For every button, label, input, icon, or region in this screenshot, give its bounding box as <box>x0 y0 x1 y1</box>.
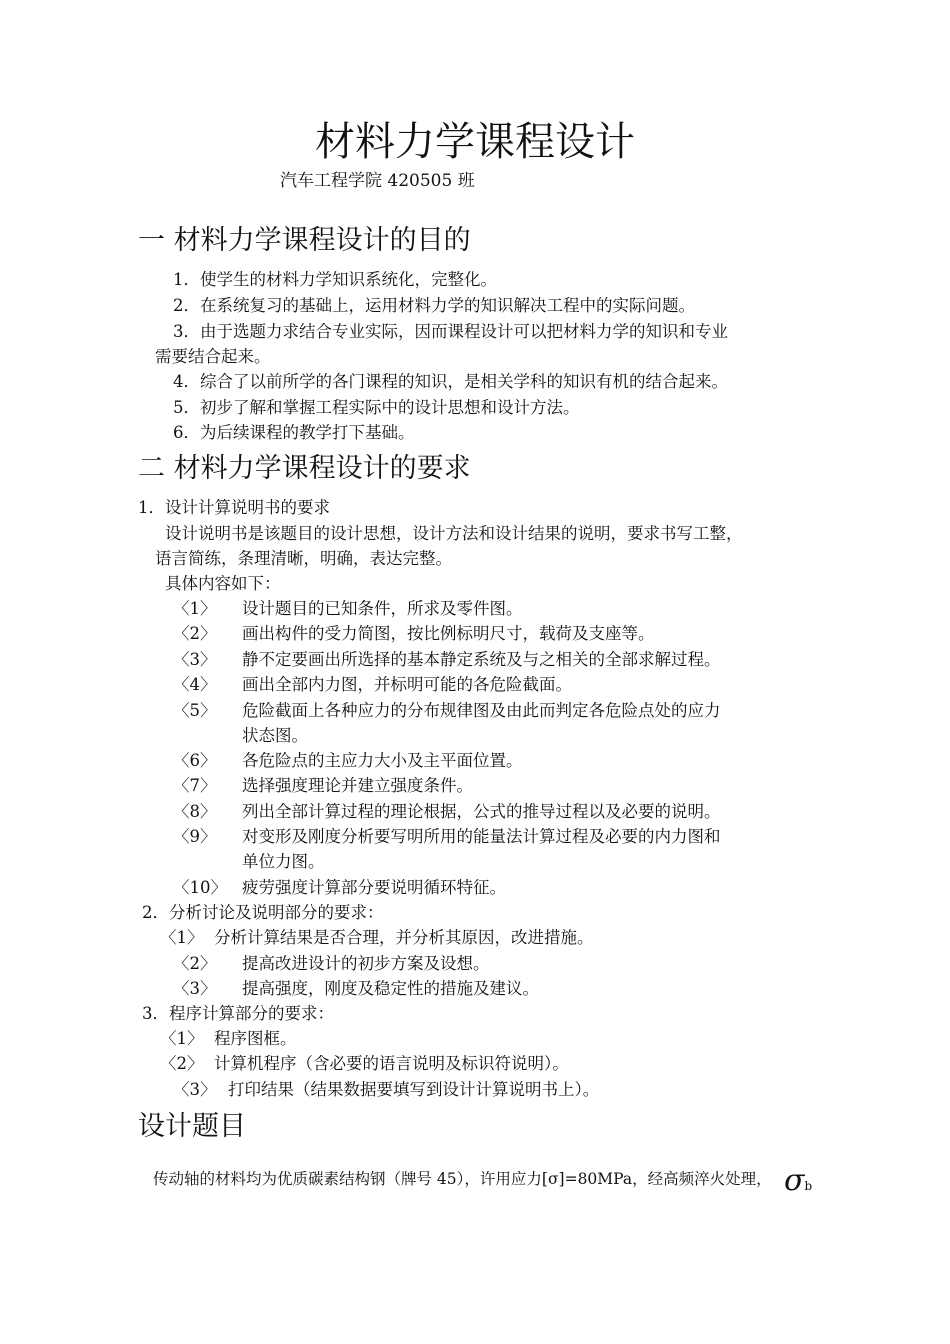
section1-item: 4．综合了以前所学的各门课程的知识，是相关学科的知识有机的结合起来。 <box>173 372 728 391</box>
list-item-number: 〈6〉 <box>173 751 217 770</box>
list-item-text: 设计题目的已知条件，所求及零件图。 <box>242 599 523 618</box>
list-item-number: 〈2〉 <box>160 1054 204 1073</box>
section1-item: 5．初步了解和掌握工程实际中的设计思想和设计方法。 <box>173 398 580 417</box>
section2-paragraph: 设计说明书是该题目的设计思想，设计方法和设计结果的说明，要求书写工整， <box>165 524 743 543</box>
list-item-number: 〈1〉 <box>160 1029 204 1048</box>
document-subtitle: 汽车工程学院 420505 班 <box>280 171 475 191</box>
section1-item: 1．使学生的材料力学知识系统化，完整化。 <box>173 270 497 289</box>
list-item-number: 〈3〉 <box>173 1080 217 1099</box>
list-item-text: 静不定要画出所选择的基本静定系统及与之相关的全部求解过程。 <box>242 650 721 669</box>
section1-item: 2．在系统复习的基础上，运用材料力学的知识解决工程中的实际问题。 <box>173 296 695 315</box>
list-item-text: 各危险点的主应力大小及主平面位置。 <box>242 751 523 770</box>
section2-subheading: 3．程序计算部分的要求： <box>142 1004 334 1023</box>
section2-paragraph: 语言简练，条理清晰，明确，表达完整。 <box>155 549 452 568</box>
list-item-number: 〈9〉 <box>173 827 217 846</box>
section1-heading: 一 材料力学课程设计的目的 <box>138 225 471 256</box>
list-item-text: 计算机程序（含必要的语言说明及标识符说明）。 <box>214 1054 569 1073</box>
document-title: 材料力学课程设计 <box>315 119 635 165</box>
list-item-text: 提高强度，刚度及稳定性的措施及建议。 <box>242 979 539 998</box>
section2-paragraph: 具体内容如下： <box>165 574 281 593</box>
list-item-number: 〈4〉 <box>173 675 217 694</box>
list-item-number: 〈1〉 <box>160 928 204 947</box>
list-item-text: 分析计算结果是否合理，并分析其原因，改进措施。 <box>214 928 594 947</box>
list-item-number: 〈1〉 <box>173 599 217 618</box>
sigma-subscript: b <box>804 1179 813 1193</box>
list-item-text: 选择强度理论并建立强度条件。 <box>242 776 473 795</box>
section3-heading: 设计题目 <box>138 1111 246 1142</box>
section1-item: 6．为后续课程的教学打下基础。 <box>173 423 415 442</box>
list-item-number: 〈2〉 <box>173 624 217 643</box>
list-item-text: 程序图框。 <box>214 1029 297 1048</box>
section1-item: 3．由于选题力求结合专业实际，因而课程设计可以把材料力学的知识和专业 <box>173 322 728 341</box>
list-item-text: 危险截面上各种应力的分布规律图及由此而判定各危险点处的应力 <box>242 701 721 720</box>
list-item-text: 画出构件的受力简图，按比例标明尺寸，载荷及支座等。 <box>242 624 655 643</box>
list-item-number: 〈7〉 <box>173 776 217 795</box>
section1-item: 需要结合起来。 <box>155 347 271 366</box>
list-item-number: 〈5〉 <box>173 701 217 720</box>
list-item-text: 列出全部计算过程的理论根据，公式的推导过程以及必要的说明。 <box>242 802 721 821</box>
list-item-text: 疲劳强度计算部分要说明循环特征。 <box>242 878 506 897</box>
section3-paragraph: 传动轴的材料均为优质碳素结构钢（牌号 45），许用应力[σ]=80MPa，经高频淬火处理， <box>153 1170 772 1188</box>
list-item-number: 〈8〉 <box>173 802 217 821</box>
sigma-symbol: σ <box>784 1163 805 1198</box>
sigma-b-symbol <box>784 1163 813 1198</box>
list-item-text: 打印结果（结果数据要填写到设计计算说明书上）。 <box>228 1080 600 1099</box>
list-item-number: 〈3〉 <box>173 650 217 669</box>
list-item-number: 〈10〉 <box>173 878 227 897</box>
list-item-number: 〈2〉 <box>173 954 217 973</box>
list-item-text: 对变形及刚度分析要写明所用的能量法计算过程及必要的内力图和 <box>242 827 721 846</box>
list-item-text-continued: 状态图。 <box>242 726 308 745</box>
list-item-text: 画出全部内力图，并标明可能的各危险截面。 <box>242 675 572 694</box>
section2-subheading: 1．设计计算说明书的要求 <box>138 498 330 517</box>
list-item-text: 提高改进设计的初步方案及设想。 <box>242 954 490 973</box>
section2-subheading: 2．分析讨论及说明部分的要求： <box>142 903 384 922</box>
section2-heading: 二 材料力学课程设计的要求 <box>138 453 471 484</box>
list-item-text-continued: 单位力图。 <box>242 852 325 871</box>
list-item-number: 〈3〉 <box>173 979 217 998</box>
